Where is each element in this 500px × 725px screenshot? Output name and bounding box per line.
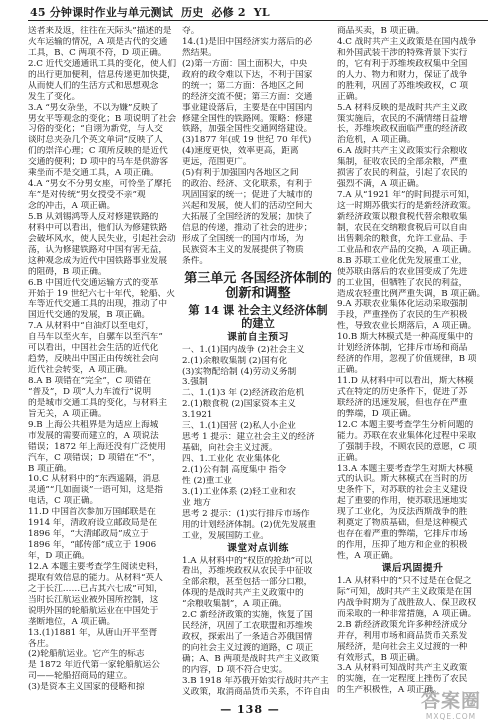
answer-column-left — [28, 26, 178, 700]
answer-column-middle — [182, 26, 334, 700]
text-line: 式在特定的历史条件下，促进了苏 — [337, 386, 468, 397]
text-line: 趋势，反映出中国正由传统社会向 — [28, 354, 159, 365]
text-line: 8.A B 项错在“完全”，C 项错在 — [28, 376, 151, 386]
text-line: 2.(1)粮食税 (2)国家资本主义 — [182, 399, 296, 410]
text-line: 说明外国的轮船航运业在中国处于 — [28, 605, 159, 616]
text-line: 的实施，在一定程度上挫伤了农民 — [337, 674, 468, 685]
text-line: 自马车以至火车，自骡车以至汽车” — [28, 332, 163, 343]
text-line: 1896 年，“大清邮政局”成立于 — [28, 529, 149, 540]
text-line: 形成了全国统一的国内市场，为 — [182, 233, 304, 244]
running-header: 45 分钟课时作业与单元测试 历史 必修 2 YL — [30, 6, 270, 19]
text-line: 起了重要的作用，使苏联迅速地实 — [337, 496, 468, 507]
text-line: 交通的便利；D 项中的马车是供游客 — [28, 157, 169, 168]
text-line: 的经济交流不便；第三方面：交通 — [182, 91, 313, 102]
unit-title — [182, 271, 334, 301]
text-line: 谈时总夹杂几个英文单词”反映了人 — [28, 135, 163, 146]
text-line: 政权，探索出了一条适合苏俄国情 — [182, 632, 313, 643]
text-line: 能力。苏联在农业集体化过程中采取 — [337, 430, 476, 441]
text-line: 的弊端，D 项正确。 — [337, 408, 417, 419]
unit-title-line: 创新和调整 — [225, 285, 291, 301]
text-line: 8.B 苏联工业化优先发展重工业， — [337, 255, 468, 266]
text-line: 近代社会转变，A 项正确。 — [28, 365, 133, 376]
text-line: 是 1872 年近代第一家轮船航运公 — [28, 660, 160, 671]
text-line: 事业建设落后，主要是在中国国内 — [182, 102, 313, 113]
text-line: 策实施后，农民的不满情绪日益增 — [337, 113, 468, 124]
text-line: 治危机，A 项正确。 — [337, 135, 416, 146]
text-line: 念的冲击，A 项正确。 — [28, 201, 116, 211]
text-line: 男女平等观念的变化；B 项说明了社会 — [28, 113, 177, 124]
section-heading-classwork: 课堂对点训练 — [227, 542, 289, 554]
text-line: 联经济的迅速发展，但也存在严重 — [337, 397, 468, 408]
text-line: 义政策，取消商品货币关系，不许自由 — [182, 686, 330, 697]
text-line: 5.B 从刘锡鸿等人反对修建铁路的 — [28, 211, 159, 222]
text-line: 车等近代交通工具的出现，推动了中 — [28, 299, 167, 310]
header-rule — [28, 20, 488, 21]
text-line: 习俗的变化；“自诩为新党，与人交 — [28, 124, 163, 135]
text-line: 送者来及返，往往在天际头”描述的是 — [28, 26, 172, 36]
text-line: 12.C 本题主要考查学生分析问题的 — [337, 419, 474, 430]
text-line: 内战争时期为了战胜敌人、保卫政权 — [337, 597, 476, 608]
text-line: “余粮收集制”，A 项正确。 — [182, 599, 287, 610]
text-line: 从而使人们的生活方式和思想观念 — [28, 80, 159, 91]
text-line: (3)是资本主义国家的侵略和掠 — [28, 682, 145, 693]
text-line: 计划经济体制，它排斥市场和商品 — [337, 343, 468, 354]
text-line: 更远，范围更广。 — [182, 157, 252, 168]
text-line: 政府的政令难以下达，不利于国家 — [182, 69, 313, 80]
text-line: 新经济政策以粮食税代替余粮收集 — [337, 211, 468, 222]
text-line: 思考 2 提示：(1)实行排斥市场作 — [182, 508, 310, 519]
text-line: 商品买卖，B 项正确。 — [337, 26, 425, 36]
text-line: 3.A “男女杂坐，不以为嫌”反映了 — [28, 102, 159, 113]
text-line: (2)第一方面：国土面积大，中央 — [182, 58, 308, 69]
text-line: 发生了变化。 — [28, 91, 81, 102]
text-line: 国近代交通的发展，B 项正确。 — [28, 310, 151, 321]
text-line: 工具，B、C 两项不符，D 项正确。 — [28, 47, 167, 58]
text-line: 的，它有利于苏维埃政权集中全国 — [337, 58, 468, 69]
text-line: B 项正确。 — [28, 463, 72, 474]
text-line: 开始于 19 世纪六七十年代，轮船、火 — [28, 288, 175, 299]
text-line: 兴起和发展，使人们的活动空间大 — [182, 201, 313, 211]
text-line: 的向社会主义过渡的道路，C 项正 — [182, 643, 314, 653]
text-line: 5.A 材料反映的是战时共产主义政 — [337, 102, 468, 113]
text-line: 13.(1)1881 年，从唐山开平至胥 — [28, 627, 158, 638]
text-line: 体现的是战时共产主义政策中的 — [182, 588, 304, 599]
watermark-logo — [412, 690, 490, 721]
text-line: 荡，认为修建铁路对中国有害无益， — [28, 244, 167, 255]
text-line: 6.A 战时共产主义政策实行余粮收 — [337, 146, 468, 157]
lesson-title-line: 的建立 — [241, 317, 275, 331]
text-line: 史条件下，对苏联的社会主义建设 — [337, 485, 468, 496]
text-line: 的政治、经济、文化联系，有利于 — [182, 179, 313, 190]
watermark-site: MXQE.COM — [425, 712, 477, 721]
text-line: 而采取的一种非常措施，A 项正确。 — [337, 608, 477, 619]
text-line: 车”是对传统“男女授受不亲”观 — [28, 190, 146, 201]
answer-block — [28, 26, 178, 693]
text-line: 9.A 苏联农业集体化运动采取强制 — [337, 299, 468, 310]
text-line: (3)1877 年(或 19 世纪 70 年代) — [182, 135, 312, 146]
text-line: 7.A 从“1921 年”的时间提示可知， — [337, 190, 475, 201]
text-line: 12.A 本题主要考查学生阅读史料， — [28, 561, 164, 572]
text-line: 了强制手段，不顾农民的意愿，C 项 — [337, 441, 477, 452]
text-line: 正确。 — [337, 452, 364, 463]
text-line: 4.A “男女不分男女座，可怜坐了摩托 — [28, 179, 172, 190]
lesson-title-line: 第 14 课 社会主义经济体制 — [188, 303, 328, 317]
text-line: 的内容，D 项不符合史实。 — [182, 664, 288, 675]
text-line: 出售剩余的粮食，允许工业品、手 — [337, 233, 468, 244]
text-line: 10.C 从材料中的“东西遥隔，消息 — [28, 474, 160, 485]
text-line: 之于长江……已占其六七成”可知， — [28, 583, 163, 594]
text-line: 一、1.(1)国内战争 (2)社会主义 — [182, 344, 305, 355]
lesson-title — [182, 304, 334, 331]
text-line: 铁路，加强全国性交通网络建设。 — [182, 124, 313, 135]
text-line: 3.B 1918 年苏俄开始实行战时共产主 — [182, 675, 329, 686]
text-line: 司——轮船招商局的建立。 — [28, 671, 133, 682]
text-line: 四、1.工业化 农业集体化 — [182, 454, 280, 464]
text-line: 看出，苏维埃政权从农民手中征收 — [182, 566, 313, 577]
answer-column-right — [337, 26, 488, 700]
text-line: 工业，发展国防工业。 — [182, 530, 269, 541]
homework-answers — [337, 576, 488, 696]
text-line: 的工业国，但牺牲了农民的利益， — [337, 277, 468, 288]
text-line: 这一时期苏俄实行的是新经济政策。 — [337, 201, 476, 211]
text-line: 思考 1 提示：建立社会主义的经济 — [182, 432, 315, 443]
text-line: 的作用，压抑了地方和企业的积极 — [337, 540, 468, 551]
text-line: 使苏联由落后的农业国变成了先进 — [337, 266, 468, 277]
text-line: 6.B 中国近代交通运输方式的变革 — [28, 277, 159, 288]
text-line: 造成农轻重比例严重失调，B 项正确。 — [337, 288, 486, 299]
text-line: 用的计划经济体制。(2)优先发展重 — [182, 519, 316, 530]
text-line: 这种观念成为近代中国铁路事业发展 — [28, 255, 167, 266]
text-line: 际”可知，战时共产主义政策是在国 — [337, 586, 472, 597]
text-line: 性，A 项正确。 — [337, 551, 399, 561]
text-line: 业 地方 — [182, 497, 211, 508]
text-line: 9.B 上海公共租界是为适应上海城 — [28, 419, 159, 430]
text-line: 11.D 从材料中可以看出，斯大林模 — [337, 376, 474, 386]
text-line: 13.A 本题主要考查学生对斯大林模 — [337, 463, 473, 474]
text-line: 错误；1872 年上海还没有广泛使用 — [28, 441, 166, 452]
text-line: 强烈不满，A 项正确。 — [337, 179, 425, 190]
text-line: 基础，向社会主义过渡。 — [182, 443, 278, 454]
text-line: 也存在着严重的弊端，它排斥市场 — [337, 529, 468, 540]
section-heading-preview: 课前自主预习 — [227, 331, 289, 343]
text-line: 材料中可以看出，他们认为修建铁路 — [28, 222, 167, 233]
text-line: 火车运输的情况，A 项是古代的交通 — [28, 36, 168, 47]
text-line: 夺。 — [182, 26, 200, 36]
text-line: 提取有效信息的能力。从材料“英人 — [28, 572, 163, 583]
watermark-logo-text: 答案圈 — [420, 690, 481, 712]
text-line: 各庄。 — [28, 638, 55, 649]
text-line: 3.强制 — [182, 377, 208, 388]
text-line: 手段，严重挫伤了农民的生产积极 — [337, 310, 468, 321]
text-line: 全部余粮，甚至包括一部分口粮， — [182, 577, 313, 588]
text-line: 条件。 — [182, 255, 209, 266]
text-line: 2.(1)余粮收集制 (2)国有化 — [182, 355, 288, 366]
text-line: 的人力、物力和财力，保证了战争 — [337, 69, 468, 80]
classwork-answers — [182, 556, 334, 698]
text-line: 确；A、B 两项是战时共产主义政策 — [182, 653, 320, 664]
text-line: 有效形式，B 项正确。 — [337, 652, 425, 663]
text-line: 3.1921 — [182, 410, 213, 421]
text-line: 2.B 新经济政策允许多种经济成分 — [337, 619, 468, 630]
text-line: 工业品和农产品的交换，A 项正确。 — [337, 244, 477, 255]
text-line: 10.B 斯大林模式是一种高度集中的 — [337, 332, 473, 343]
text-line: 市发展的需要而建立的，A 项说法 — [28, 430, 159, 441]
text-line: 性 (2)重工业 — [182, 475, 232, 486]
text-line: 3.A 从材料可知战时共产主义政策 — [337, 663, 468, 674]
text-line: 损害了农民的利益，引起了农民的 — [337, 168, 468, 179]
unit-title-line: 第三单元 各国经济体制的 — [184, 270, 332, 286]
answer-block — [182, 26, 334, 267]
text-line: 并存，利用市场和商品货币关系发 — [337, 630, 468, 641]
section-heading-homework: 课后巩固提升 — [381, 562, 444, 574]
text-line: (2)轮船航运业。它产生的标志 — [28, 649, 145, 660]
text-line: 2.C 新经济政策的实施，恢复了国 — [182, 610, 313, 621]
text-line: 长，苏维埃政权面临严重的经济政 — [337, 124, 468, 135]
text-line: 汽车，C 项错误；D 项错在“不”， — [28, 452, 161, 463]
text-line: 的阻碍，B 项正确。 — [28, 266, 107, 277]
text-line: 灵通”“几如面谈”一语可知，这是指 — [28, 485, 163, 496]
text-line: “普及”，D 项“人力车流行”说明 — [28, 386, 152, 397]
text-line: 的胜利，巩固了苏维埃政权，C 项 — [337, 80, 469, 91]
text-line: 大拓展了全国经济的发展；加快了 — [182, 211, 313, 222]
text-line: 1896 年，“邮传部”成立于 1906 — [28, 540, 157, 551]
text-line: 民经济，巩固了工农联盟和苏维埃 — [182, 621, 313, 632]
text-line: 7.A 从材料中“自油灯以至电灯， — [28, 321, 155, 332]
text-line: 展经济，是向社会主义过渡的一种 — [337, 641, 468, 652]
text-line: 的是城市交通工具的变化，与材料主 — [28, 397, 167, 408]
text-line: 集制，征收农民的全部余粮，严重 — [337, 157, 468, 168]
text-line: 们的崇洋心理；C 项所反映的是近代 — [28, 146, 168, 157]
text-line: 年，D 项正确。 — [28, 551, 90, 561]
text-line: 的出行更加便利，信息传递更加快捷， — [28, 69, 176, 80]
text-line: 旨无关，A 项正确。 — [28, 408, 107, 419]
text-line: 正确。 — [337, 91, 364, 102]
preview-answers — [182, 345, 334, 542]
text-line: 4.C 战时共产主义政策是在国内战争 — [337, 36, 477, 47]
text-line: 1.A 从材料中的“只不过是在仓促之 — [337, 575, 472, 586]
text-line: 和外国武装干涉的特殊背景下实行 — [337, 47, 468, 58]
text-line: 信息的传递，推动了社会的进步； — [182, 222, 313, 233]
text-line: 的统一；第二方面：各地区之间 — [182, 80, 304, 91]
text-line: 1914 年，清政府设立邮政局是在 — [28, 518, 158, 529]
text-line: 当时长江航运业被外国所控制，这 — [28, 594, 159, 605]
text-line: 的生产积极性，A 项正确。 — [337, 685, 442, 696]
text-line: 修建全国性的铁路网。策略：修建 — [182, 113, 313, 124]
text-line: 11.D 中国首次参加万国邮联是在 — [28, 507, 156, 518]
text-line: 乘坐而不是交通工具，A 项正确。 — [28, 168, 159, 179]
classwork-answers-continued — [337, 26, 488, 562]
text-line: 会破坏风水，使人民失业，引起社会动 — [28, 233, 176, 244]
text-line: 3.(1)工业体系 (2)轻工业和农 — [182, 486, 296, 497]
text-line: 正确。 — [337, 365, 364, 376]
text-line: 2.C 近代交通通讯工具的变化，使人们 — [28, 58, 177, 69]
text-line: 电话，C 项正确。 — [28, 496, 99, 507]
text-line: 然结果。 — [182, 47, 217, 58]
text-line: 三、1.(1)国营 (2)私人小企业 — [182, 421, 296, 432]
page-number: — 138 — — [220, 703, 280, 716]
text-line: 二、1.(1)3 年 (2)经济政治危机 — [182, 388, 305, 399]
text-line: 利奠定了物质基础，但是这种模式 — [337, 518, 468, 529]
text-line: 垄断地位，A 项正确。 — [28, 616, 116, 627]
text-line: 2.(1)公有制 高度集中 指令 — [182, 464, 287, 475]
text-line: 可以看出，中国社会生活的近代化 — [28, 343, 159, 354]
text-line: 性，导致农业长期落后，A 项正确。 — [337, 321, 477, 332]
text-line: 式的认识。斯大林模式在当时的历 — [337, 474, 468, 485]
text-line: 14.(1)是旧中国经济实力落后的必 — [182, 36, 313, 47]
text-line: 民族资本主义的发展提供了物质 — [182, 244, 304, 255]
text-line: 现了工业化，为反法西斯战争的胜 — [337, 507, 468, 518]
text-line: (4)速度更快，效率更高，距离 — [182, 146, 299, 157]
text-line: 经济的作用，忽视了价值规律，B 项 — [337, 354, 477, 365]
text-line: 巩固国家的统一；促进了大城市的 — [182, 190, 313, 201]
text-line: 制，农民在交纳粮食税后可以自由 — [337, 222, 468, 233]
text-line: (5)有利于加强国内各地区之间 — [182, 168, 299, 179]
text-line: 1.A 从材料中的“权臣的抢劫”可以 — [182, 555, 313, 566]
text-line: (3)实物配给制 (4)劳动义务制 — [182, 366, 297, 377]
